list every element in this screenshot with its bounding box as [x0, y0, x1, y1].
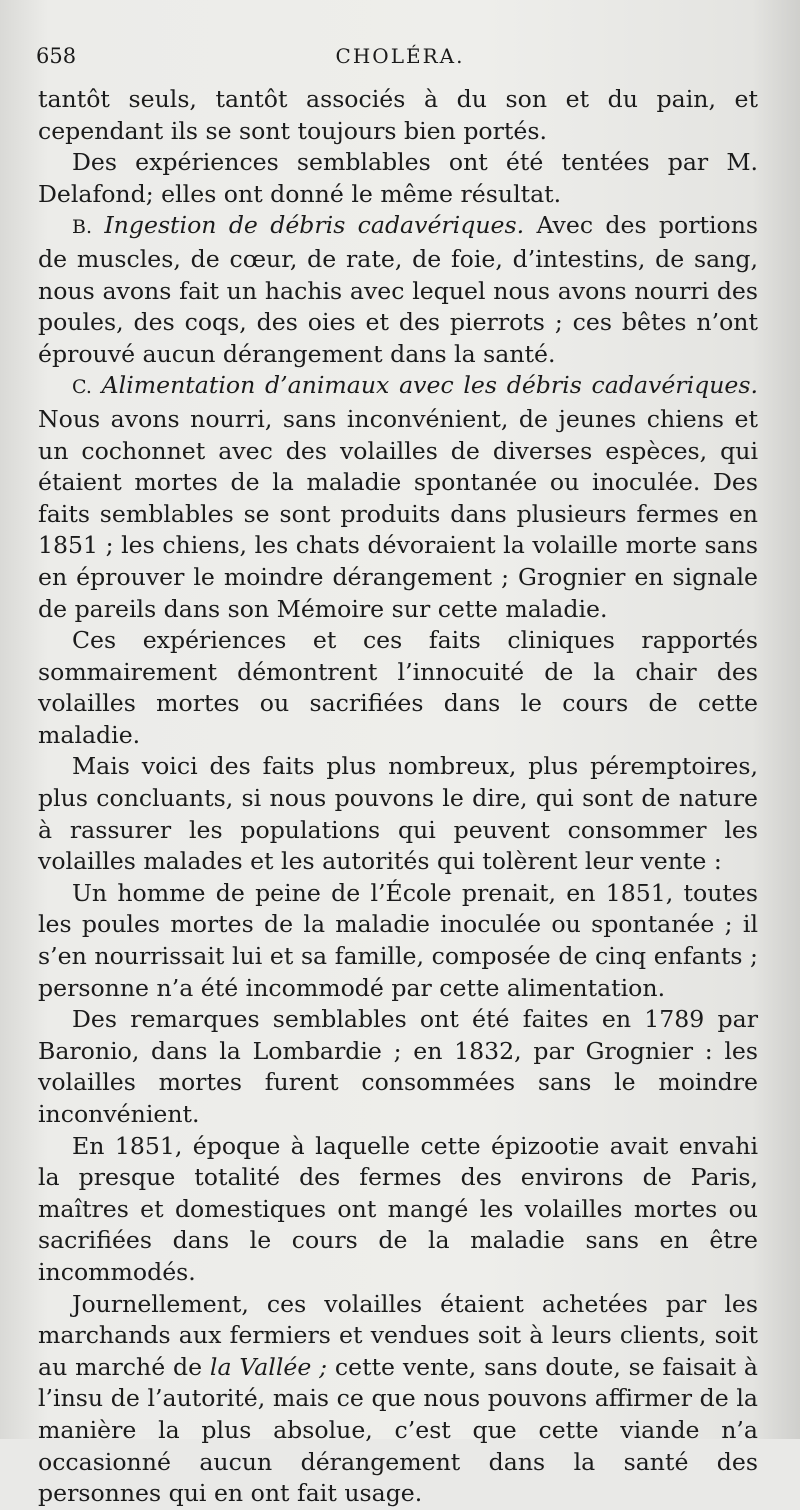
- paragraph-10-text-b: cette vente, sans doute, se faisait à l’insu de l’autorité, mais ce que nous pouvons affirmer de la manière la plus absolue, c’est que cette viande n’a occasionné aucun dérangement dans la santé des personnes qui en ont fait usage.: [38, 1352, 758, 1508]
- running-head: [36, 44, 764, 76]
- section-heading-alimentation: Alimentation d’animaux avec les débris cadavériques.: [101, 371, 758, 400]
- paragraph-1: tantôt seuls, tantôt associés à du son et du pain, et cependant ils se sont toujours bien portés.: [38, 85, 758, 145]
- paragraph-8: Des remarques semblables ont été faites en 1789 par Baronio, dans la Lombardie ; en 1832, par Grognier : les volailles mortes furent consommées sans le moindre inconvénient.: [38, 1005, 758, 1128]
- paragraph-2: Des expériences semblables ont été tentées par M. Delafond; elles ont donné le même résultat.: [38, 148, 758, 208]
- section-marker-b: B.: [72, 216, 93, 239]
- body-text: [38, 84, 758, 1510]
- paragraph-4: [38, 370, 758, 625]
- paragraph-3: [38, 210, 758, 370]
- section-heading-ingestion: Ingestion de débris cadavériques.: [104, 211, 525, 240]
- section-marker-c: C.: [72, 376, 92, 399]
- paragraph-9: En 1851, époque à laquelle cette épizootie avait envahi la presque totalité des fermes des environs de Paris, maîtres et domestiques ont mangé les volailles mortes ou sacrifiées dans le cours de la maladie sans en être incommodés.: [38, 1131, 758, 1286]
- paragraph-10: [38, 1289, 758, 1510]
- place-name-la-vallee: la Vallée ;: [209, 1352, 328, 1381]
- paragraph-5: Ces expériences et ces faits cliniques rapportés sommairement démontrent l’innocuité de la chair des volailles mortes ou sacrifiées dans le cours de cette maladie.: [38, 626, 758, 749]
- paragraph-7: Un homme de peine de l’École prenait, en 1851, toutes les poules mortes de la maladie inoculée ou spontanée ; il s’en nourrissait lui et sa famille, composée de cinq enfants ; personne n’a été incommodé par cette alimentation.: [38, 878, 758, 1002]
- paragraph-4-text: Nous avons nourri, sans inconvénient, de jeunes chiens et un cochonnet avec des volailles de diverses espèces, qui étaient mortes de la maladie spontanée ou inoculée. Des faits semblables se sont produits dans plusieurs fermes en 1851 ; les chiens, les chats dévoraient la volaille morte sans en éprouver le moindre dérangement ; Grognier en signale de pareils dans son Mémoire sur cette maladie.: [38, 404, 758, 623]
- paragraph-3-text: Avec des portions de muscles, de cœur, de rate, de foie, d’intestins, de sang, nous avons fait un hachis avec lequel nous avons nourri des poules, des coqs, des oies et des pierrots ; ces bêtes n’ont éprouvé aucun dérangement dans la santé.: [38, 211, 759, 368]
- page-number: 658: [36, 44, 77, 68]
- paragraph-6: Mais voici des faits plus nombreux, plus péremptoires, plus concluants, si nous pouvons le dire, qui sont de nature à rassurer les populations qui peuvent consommer les volailles malades et les autorités qui tolèrent leur vente :: [38, 752, 758, 876]
- paragraph-10-text-a: Journellement, ces volailles étaient achetées par les marchands aux fermiers et vendues soit à leurs clients, soit au marché de: [38, 1289, 758, 1381]
- running-title: CHOLÉRA.: [335, 44, 465, 68]
